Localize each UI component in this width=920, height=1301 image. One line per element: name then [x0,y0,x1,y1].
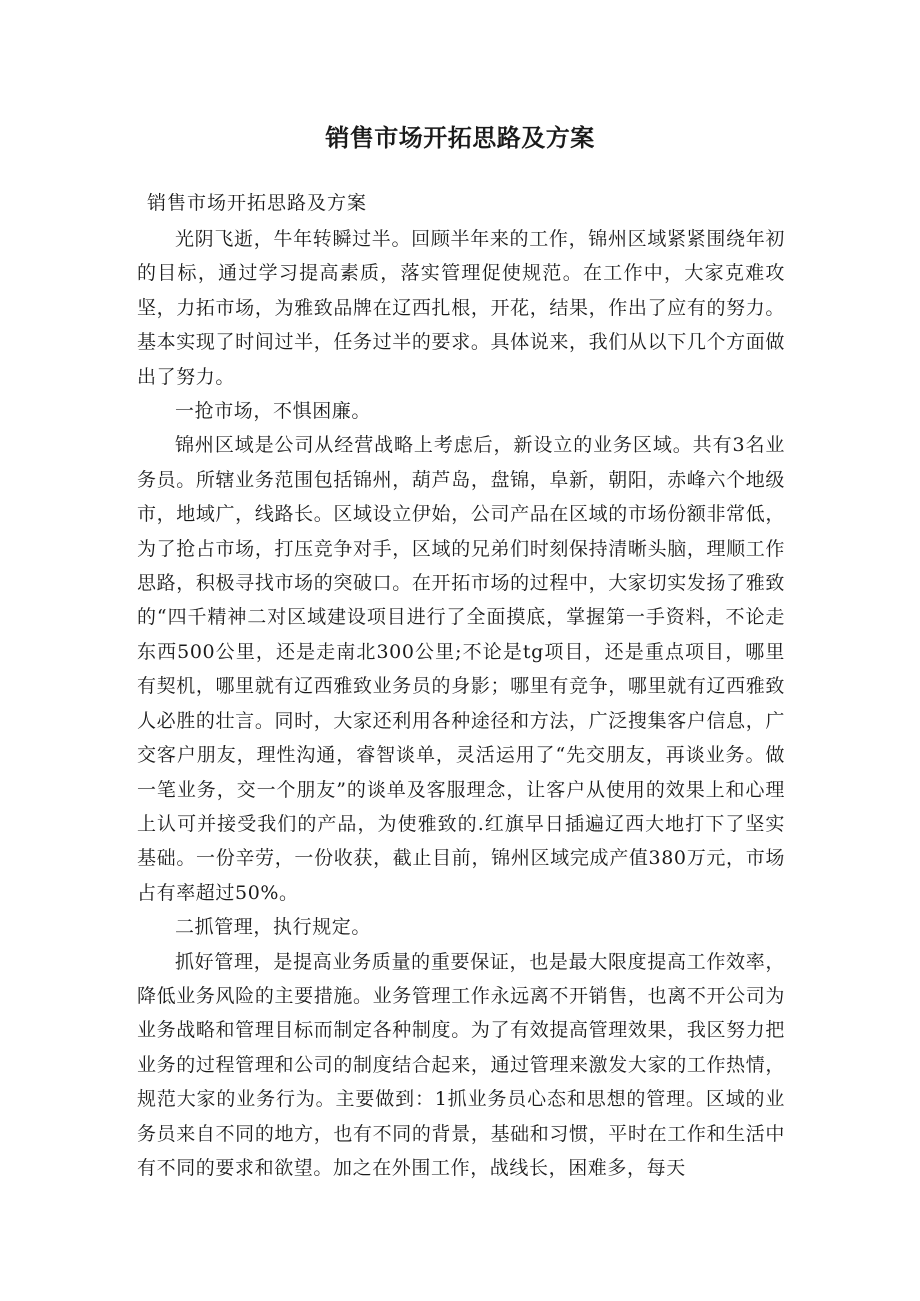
paragraph-management: 抓好管理，是提高业务质量的重要保证，也是最大限度提高工作效率，降低业务风险的主要措施。业务管理工作永远离不开销售，也离不开公司为业务战略和管理目标而制定各种制度。为了有效提高管理效果，我区努力把业务的过程管理和公司的制度结合起来，通过管理来激发大家的工作热情，规范大家的业务行为。主要做到：1抓业务员心态和思想的管理。区域的业务员来自不同的地方，也有不同的背景，基础和习惯，平时在工作和生活中有不同的要求和欲望。加之在外围工作，战线长，困难多，每天 [137,950,785,1179]
document-title: 销售市场开拓思路及方案 [325,124,595,152]
paragraph-market: 锦州区域是公司从经营战略上考虑后，新设立的业务区域。共有3名业务员。所辖业务范围包括锦州，葫芦岛，盘锦，阜新，朝阳，赤峰六个地级市，地域广，线路长。区域设立伊始，公司产品在区域的市场份额非常低，为了抢占市场，打压竞争对手，区域的兄弟们时刻保持清晰头脑，理顺工作思路，积极寻找市场的突破口。在开拓市场的过程中，大家切实发扬了雅致的“四千精神二对区域建设项目进行了全面摸底，掌握第一手资料，不论走东西500公里，还是走南北300公里;不论是tg项目，还是重点项目，哪里有契机，哪里就有辽西雅致业务员的身影；哪里有竞争，哪里就有辽西雅致人必胜的壮言。同时，大家还利用各种途径和方法，广泛搜集客户信息，广交客户朋友，理性沟通，睿智谈单，灵活运用了“先交朋友，再谈业务。做一笔业务，交一个朋友”的谈单及客服理念，让客户从使用的效果上和心理上认可并接受我们的产品，为使雅致的.红旗早日插遍辽西大地打下了坚实基础。一份辛劳，一份收获，截止目前，锦州区域完成产值380万元，市场占有率超过50%。 [137,434,785,904]
section-heading-1: 一抢市场，不惧困廉。 [175,400,372,423]
paragraph-intro: 光阴飞逝，牛年转瞬过半。回顾半年来的工作，锦州区域紧紧围绕年初的目标，通过学习提高素质，落实管理促使规范。在工作中，大家克难攻坚，力拓市场，为雅致品牌在辽西扎根，开花，结果，作出了应有的努力。基本实现了时间过半，任务过半的要求。具体说来，我们从以下几个方面做出了努力。 [137,228,785,388]
section-heading-2: 二抓管理，执行规定。 [175,916,372,939]
document-body [137,222,785,1185]
document-subtitle: 销售市场开拓思路及方案 [147,192,368,214]
